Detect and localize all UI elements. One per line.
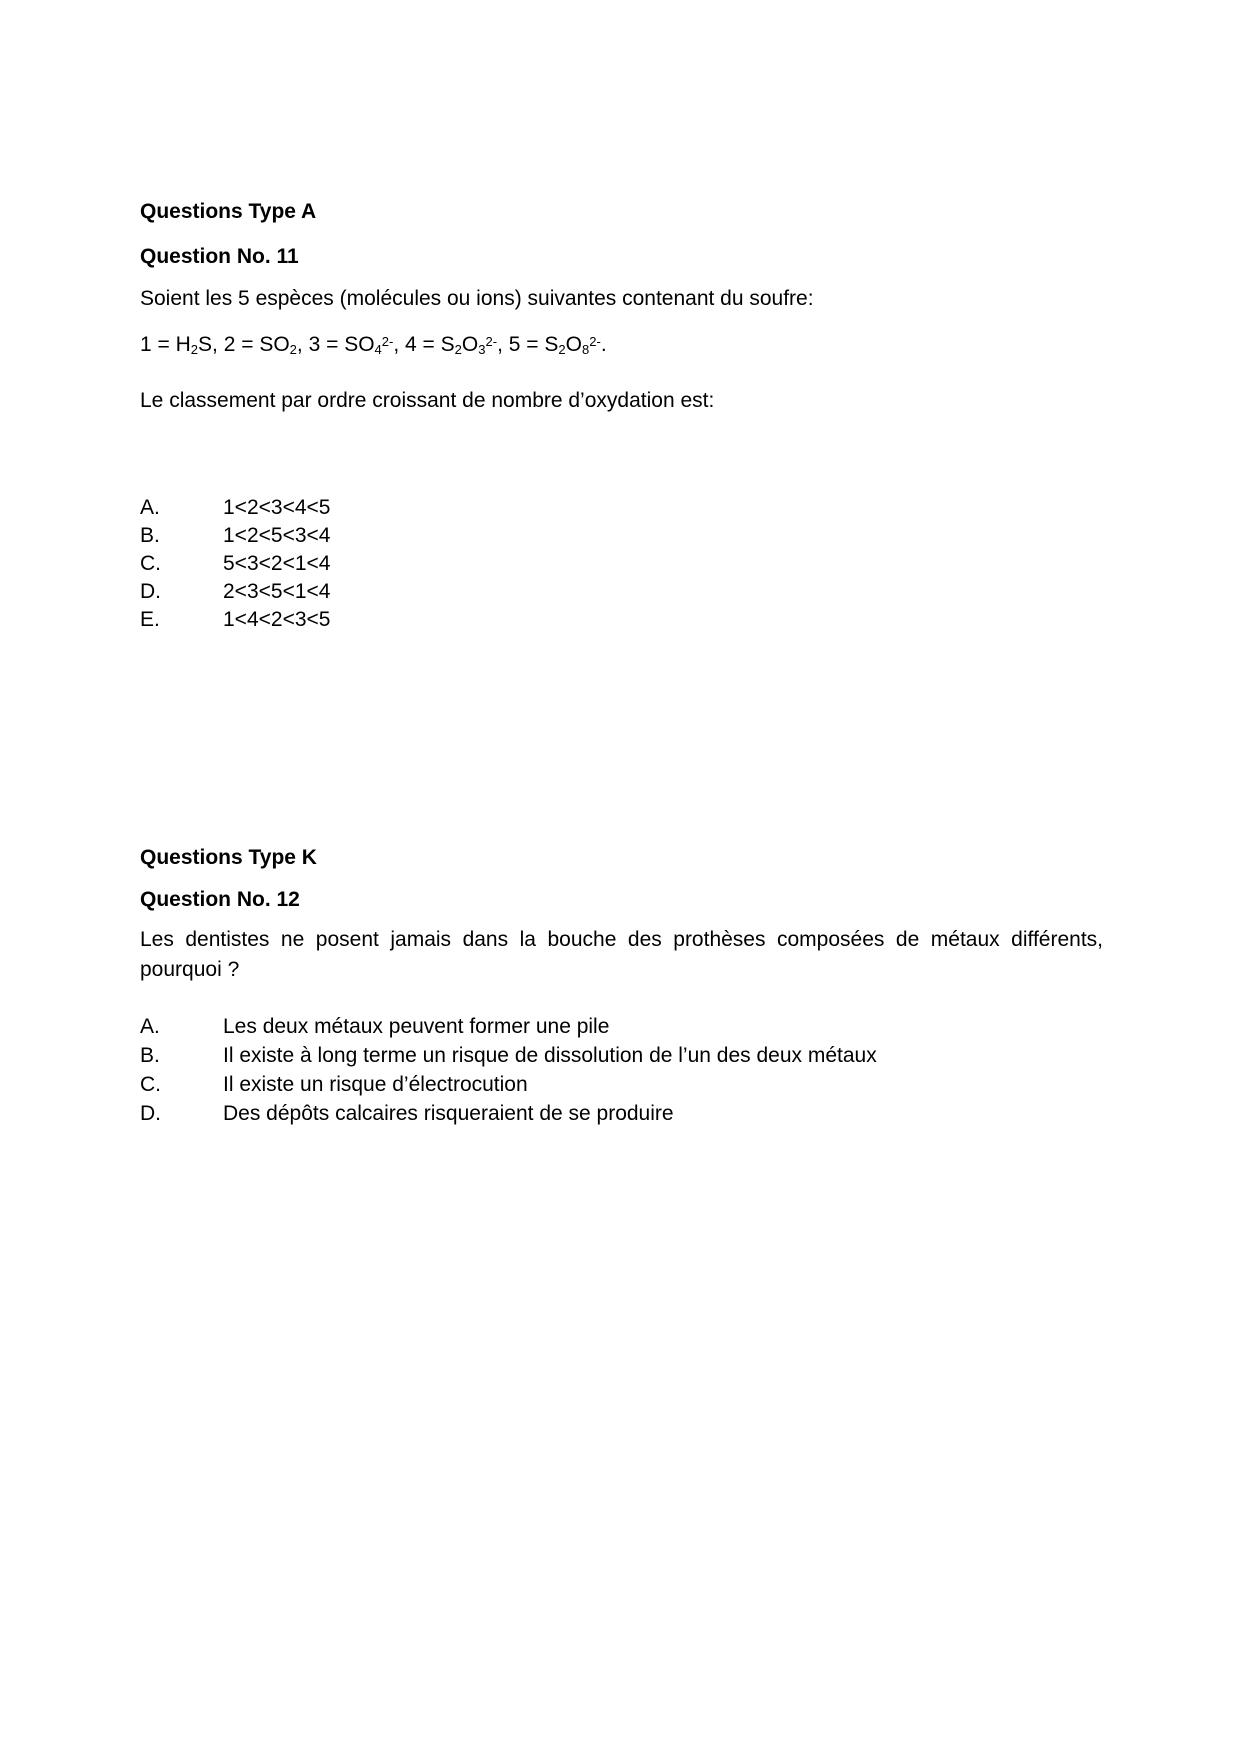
formula-segment: , 4 = S <box>393 333 455 356</box>
option-row-c <box>140 550 330 578</box>
option-row-b <box>140 522 330 550</box>
question-11-options <box>140 494 330 634</box>
formula-segment: 2- <box>589 333 601 349</box>
question-11-formula <box>140 332 607 360</box>
formula-segment: 2- <box>485 333 498 349</box>
option-letter: A. <box>140 1015 160 1038</box>
option-row-c <box>140 1070 877 1099</box>
option-text: Il existe à long terme un risque de dissolution de l’un des deux métaux <box>223 1044 877 1067</box>
formula-segment: 2- <box>381 333 394 349</box>
section-type-a-header: Questions Type A <box>140 200 317 223</box>
option-text: 1<2<3<4<5 <box>223 496 331 519</box>
formula-segment: 2 <box>190 342 199 358</box>
option-letter: A. <box>140 496 160 519</box>
option-text: Il existe un risque d’électrocution <box>223 1073 528 1096</box>
option-text: 2<3<5<1<4 <box>223 580 331 603</box>
option-row-a <box>140 1012 877 1041</box>
option-row-a <box>140 494 330 522</box>
question-11-header: Question No. 11 <box>140 245 299 268</box>
question-11-prompt: Le classement par ordre croissant de nombre d’oxydation est: <box>140 389 715 412</box>
option-text: 1<4<2<3<5 <box>223 608 331 631</box>
formula-segment: O <box>565 333 582 356</box>
option-text: 5<3<2<1<4 <box>223 552 331 575</box>
question-12-text: Les dentistes ne posent jamais dans la bouche des prothèses composées de métaux différents, pourquoi ? <box>140 928 1103 981</box>
option-row-e <box>140 606 330 634</box>
section-type-k-header: Questions Type K <box>140 846 317 869</box>
formula-segment: , 5 = S <box>497 333 559 356</box>
option-letter: D. <box>140 580 161 603</box>
formula-segment: 4 <box>374 342 382 358</box>
option-letter: C. <box>140 552 161 575</box>
question-12-options <box>140 1012 877 1128</box>
formula-segment: 2 <box>558 342 566 358</box>
formula-segment: 1 = H <box>140 333 191 356</box>
option-letter: C. <box>140 1073 161 1096</box>
option-letter: B. <box>140 524 160 547</box>
formula-segment: . <box>600 333 607 356</box>
option-row-d <box>140 578 330 606</box>
question-12-header: Question No. 12 <box>140 888 300 911</box>
formula-segment: 2 <box>289 342 297 358</box>
formula-segment: 3 <box>478 342 486 358</box>
question-11-intro: Soient les 5 espèces (molécules ou ions) suivantes contenant du soufre: <box>140 287 814 310</box>
option-text: Des dépôts calcaires risqueraient de se produire <box>223 1102 674 1125</box>
option-letter: E. <box>140 608 160 631</box>
option-text: Les deux métaux peuvent former une pile <box>223 1015 610 1038</box>
option-letter: D. <box>140 1102 161 1125</box>
formula-segment: O <box>461 333 479 356</box>
formula-segment: 2 <box>454 342 462 358</box>
formula-segment: 8 <box>581 342 590 358</box>
option-text: 1<2<5<3<4 <box>223 524 331 547</box>
option-letter: B. <box>140 1044 160 1067</box>
option-row-b <box>140 1041 877 1070</box>
formula-segment: S, 2 = SO <box>198 333 290 356</box>
formula-segment: , 3 = SO <box>296 333 375 356</box>
option-row-d <box>140 1099 877 1128</box>
